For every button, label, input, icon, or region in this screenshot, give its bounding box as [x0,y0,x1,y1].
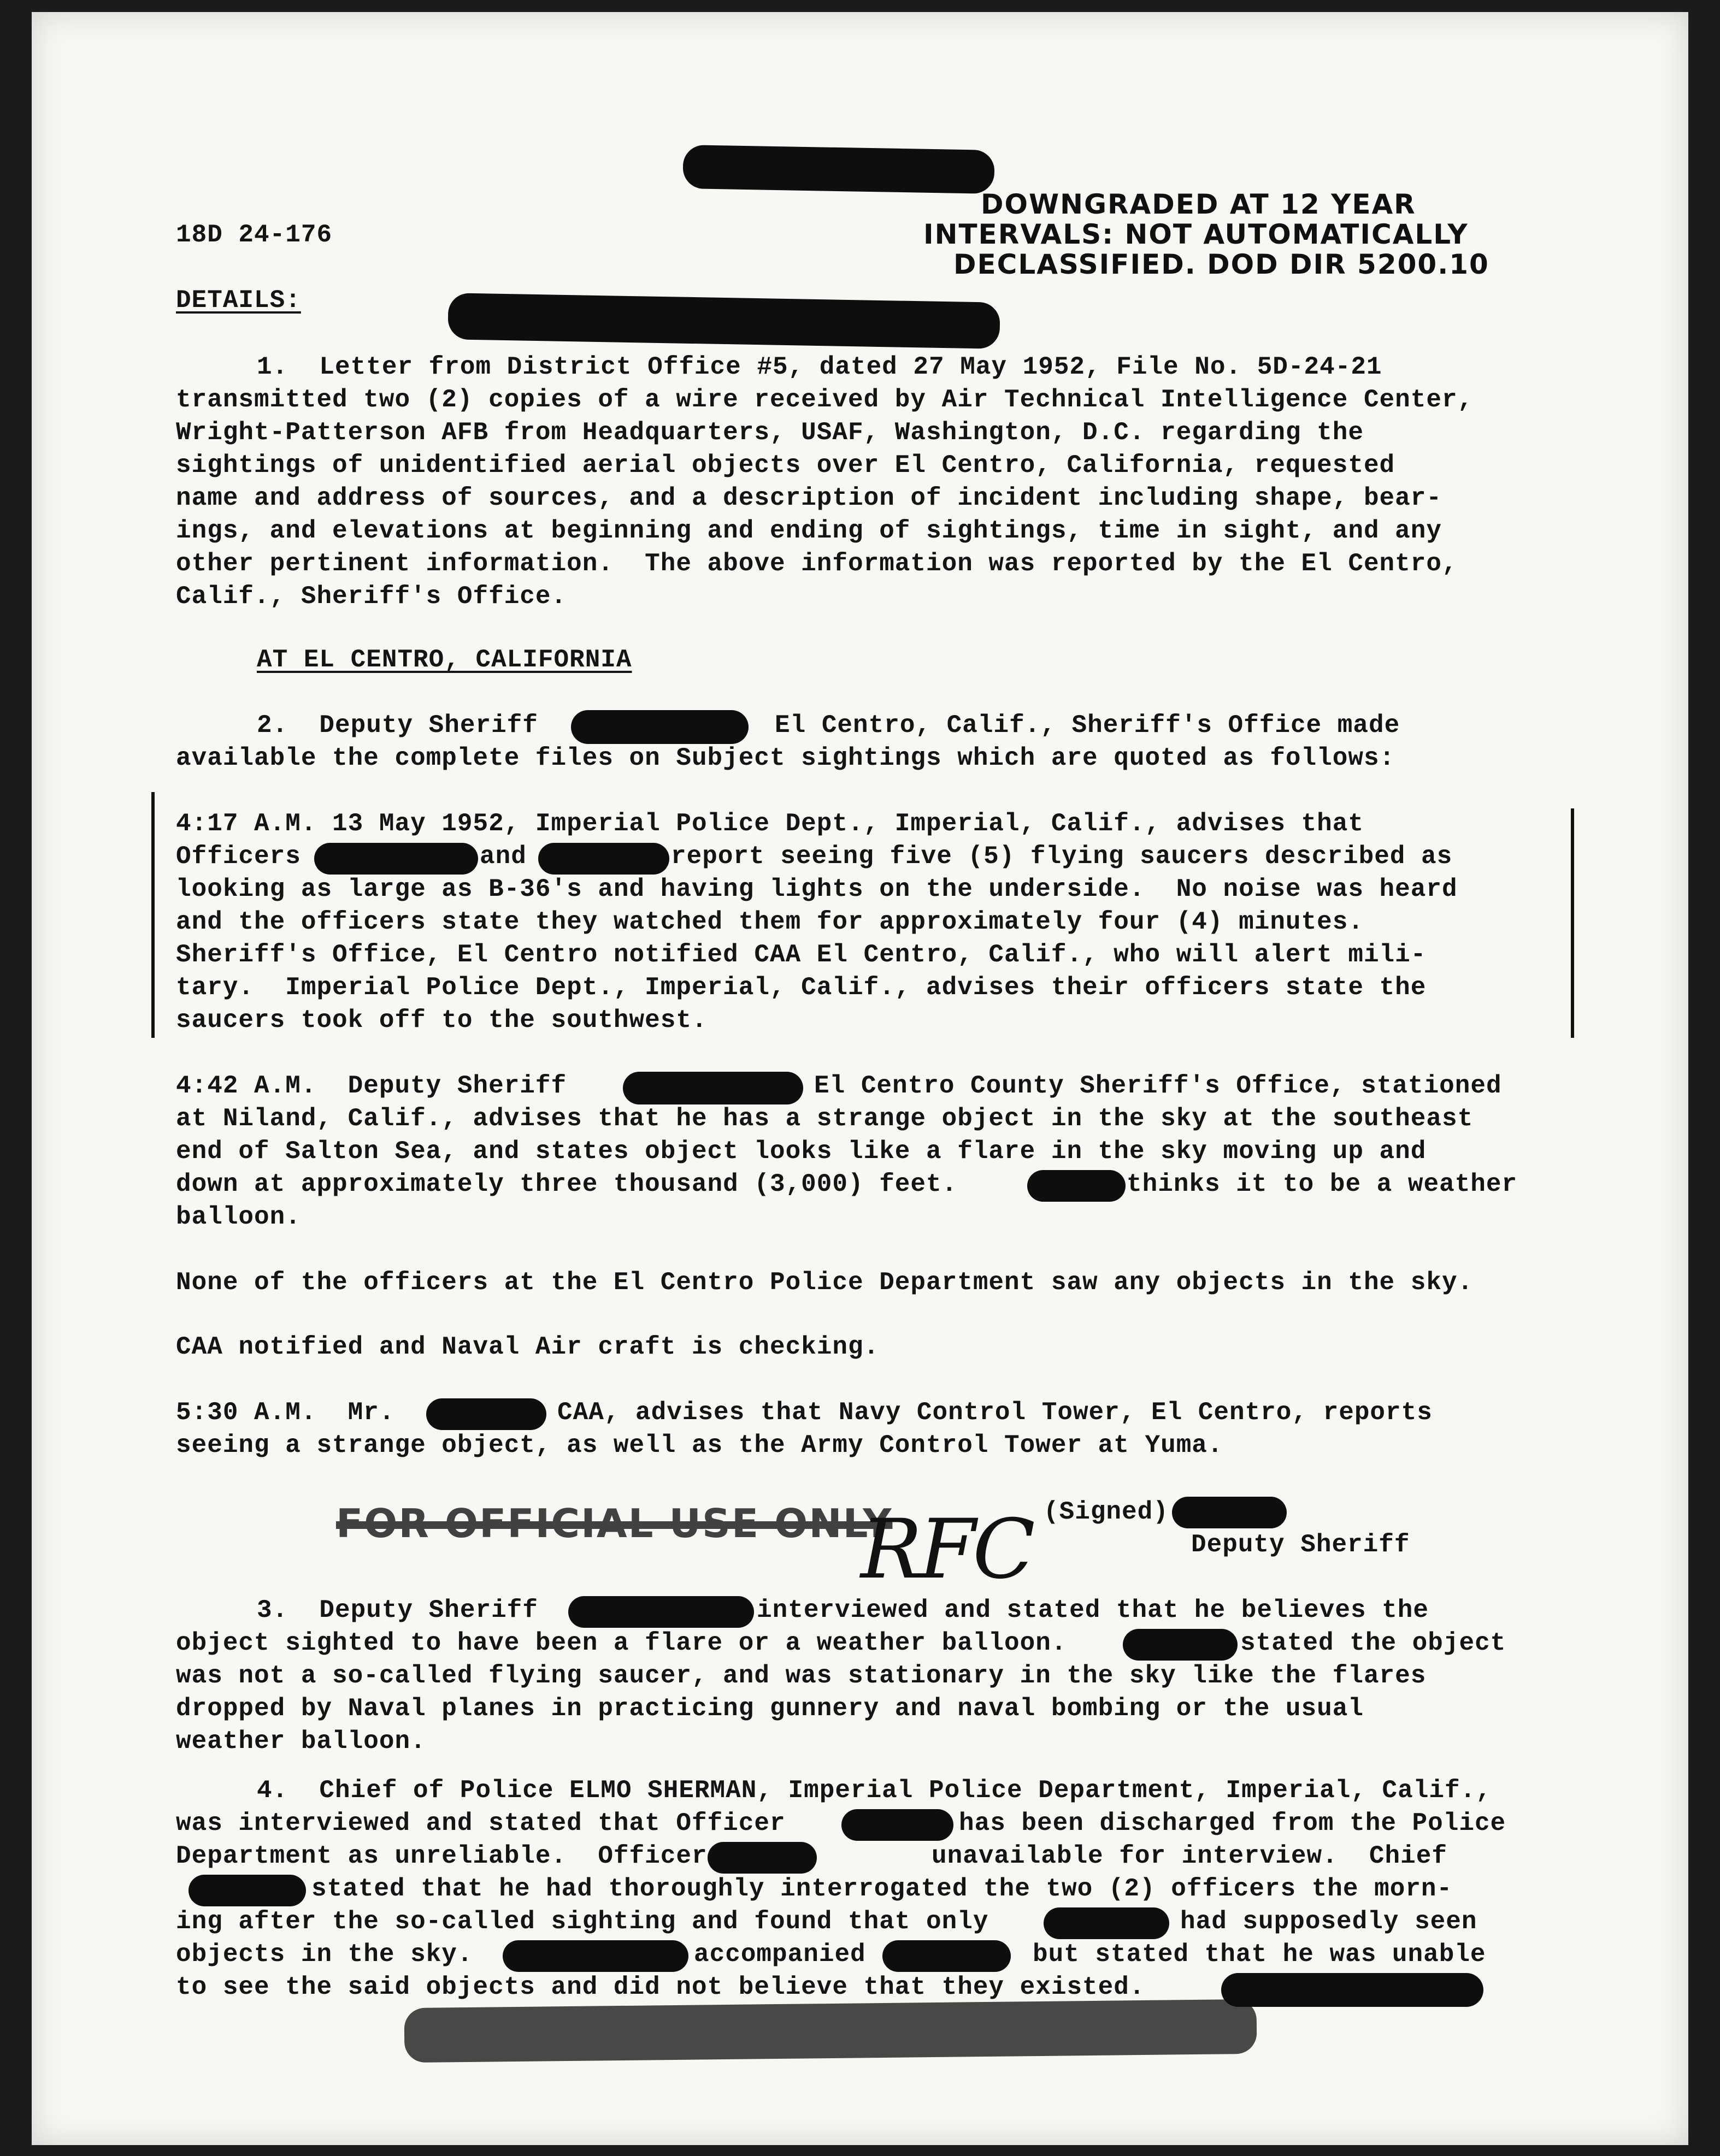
para4-line6-c: but stated that he was unable [1033,1940,1486,1969]
quote3-line2: seeing a strange object, as well as the Army Control Tower at Yuma. [176,1431,1223,1460]
para1-line: other pertinent information. The above information was reported by the El Centro, [176,550,1458,578]
quote2-line4-b: thinks it to be a weather [1127,1170,1518,1198]
details-label: DETAILS: [176,286,301,315]
para4-line5-b: had supposedly seen [1180,1907,1477,1936]
quote1-line5: Sheriff's Office, El Centro notified CAA El Centro, Calif., who will alert mili- [176,941,1427,969]
quote3-line1-a: 5:30 A.M. Mr. [176,1398,395,1427]
para3-line2-b: stated the object [1240,1629,1506,1657]
para4-line6-b: accompanied [694,1940,866,1969]
redaction-bar [503,1940,688,1972]
quote2-line4-a: down at approximately three thousand (3,000) feet. [176,1170,958,1198]
signed-label: (Signed) [1044,1498,1169,1526]
margin-bracket-left [151,792,155,1038]
para3-line4: dropped by Naval planes in practicing gunnery and naval bombing or the usual [176,1694,1364,1723]
redaction-bar [708,1842,817,1874]
para1-line: transmitted two (2) copies of a wire received by Air Technical Intelligence Center, [176,386,1474,414]
para1-line: Calif., Sheriff's Office. [176,582,567,611]
struck-stamp: FOR OFFICIAL USE ONLY [336,1501,893,1546]
redaction-bar [404,1999,1257,2063]
para4-line3-a: Department as unreliable. Officer [176,1842,708,1870]
redaction-bar [623,1072,803,1104]
quote3-line1-b: CAA, advises that Navy Control Tower, El Centro, reports [557,1398,1433,1427]
para4-line7: to see the said objects and did not believe that they existed. [176,1973,1145,2001]
para4-line1: 4. Chief of Police ELMO SHERMAN, Imperial Police Department, Imperial, Calif., [257,1776,1492,1805]
para1-line: ings, and elevations at beginning and ending of sightings, time in sight, and any [176,517,1442,545]
quote1-line7: saucers took off to the southwest. [176,1006,708,1035]
para4-line2-a: was interviewed and stated that Officer [176,1809,786,1838]
para4-line5-a: ing after the so-called sighting and found that only [176,1907,989,1936]
para1-line: Wright-Patterson AFB from Headquarters, USAF, Washington, D.C. regarding the [176,418,1364,447]
caa-line: CAA notified and Naval Air craft is checking. [176,1333,880,1361]
para2-line1-end: El Centro, Calif., Sheriff's Office made [775,711,1400,740]
quote1-line2-b: and [480,842,527,871]
downgrade-stamp-line1: DOWNGRADED AT 12 YEAR [981,188,1416,220]
para3-line2-a: object sighted to have been a flare or a weather balloon. [176,1629,1067,1657]
para4-line6-a: objects in the sky. [176,1940,473,1969]
handwritten-initials: RFC [861,1502,1032,1597]
redaction-bar [882,1940,1011,1972]
downgrade-stamp-line2: INTERVALS: NOT AUTOMATICALLY [923,218,1469,250]
downgrade-stamp-line3: DECLASSIFIED. DOD DIR 5200.10 [953,249,1489,280]
redaction-bar [1221,1973,1483,2007]
redaction-bar [568,1596,754,1628]
para2-line1-start: 2. Deputy Sheriff [257,711,538,740]
redaction-bar [314,843,478,875]
redaction-bar [1172,1497,1287,1528]
redaction-bar [189,1875,306,1906]
para4-line3-b: unavailable for interview. Chief [932,1842,1447,1870]
quote1-line4: and the officers state they watched them for approximately four (4) minutes. [176,908,1364,936]
redaction-bar [426,1398,546,1430]
quote2-line1-a: 4:42 A.M. Deputy Sheriff [176,1072,567,1100]
para3-line1-a: 3. Deputy Sheriff [257,1596,538,1625]
quote1-line2-c: report seeing five (5) flying saucers described as [671,842,1453,871]
para1-line: 1. Letter from District Office #5, dated 27 May 1952, File No. 5D-24-21 [257,353,1382,381]
quote2-line5: balloon. [176,1203,301,1231]
quote1-line6: tary. Imperial Police Dept., Imperial, Calif., advises their officers state the [176,973,1427,1002]
para3-line1-b: interviewed and stated that he believes the [757,1596,1429,1625]
para3-line5: weather balloon. [176,1727,426,1756]
redaction-bar [682,145,994,194]
redaction-bar [447,293,1000,349]
signer-title: Deputy Sheriff [1191,1531,1410,1559]
redaction-bar [571,710,749,744]
para4-line2-b: has been discharged from the Police [959,1809,1506,1838]
quote2-line1-b: El Centro County Sheriff's Office, stationed [814,1072,1502,1100]
redaction-bar [841,1809,953,1841]
quote2-line3: end of Salton Sea, and states object looks like a flare in the sky moving up and [176,1137,1427,1166]
margin-bracket-right [1571,808,1574,1038]
para4-line4: stated that he had thoroughly interrogated the two (2) officers the morn- [311,1875,1453,1903]
quote1-line3: looking as large as B-36's and having lights on the underside. No noise was heard [176,875,1458,903]
redaction-bar [1123,1629,1238,1661]
file-number: 18D 24-176 [176,221,333,249]
quote1-line1: 4:17 A.M. 13 May 1952, Imperial Police Dept., Imperial, Calif., advises that [176,810,1364,838]
redaction-bar [538,843,669,875]
quote2-line2: at Niland, Calif., advises that he has a strange object in the sky at the southeast [176,1104,1474,1133]
para1-line: sightings of unidentified aerial objects over El Centro, California, requested [176,451,1395,480]
para2-line2: available the complete files on Subject sightings which are quoted as follows: [176,744,1395,772]
para3-line3: was not a so-called flying saucer, and was stationary in the sky like the flares [176,1662,1427,1690]
none-line: None of the officers at the El Centro Police Department saw any objects in the sky. [176,1268,1474,1297]
location-heading: AT EL CENTRO, CALIFORNIA [257,646,632,674]
para1-line: name and address of sources, and a description of incident including shape, bear- [176,484,1442,512]
redaction-bar [1027,1170,1126,1202]
redaction-bar [1044,1907,1169,1939]
quote1-line2-a: Officers [176,842,301,871]
